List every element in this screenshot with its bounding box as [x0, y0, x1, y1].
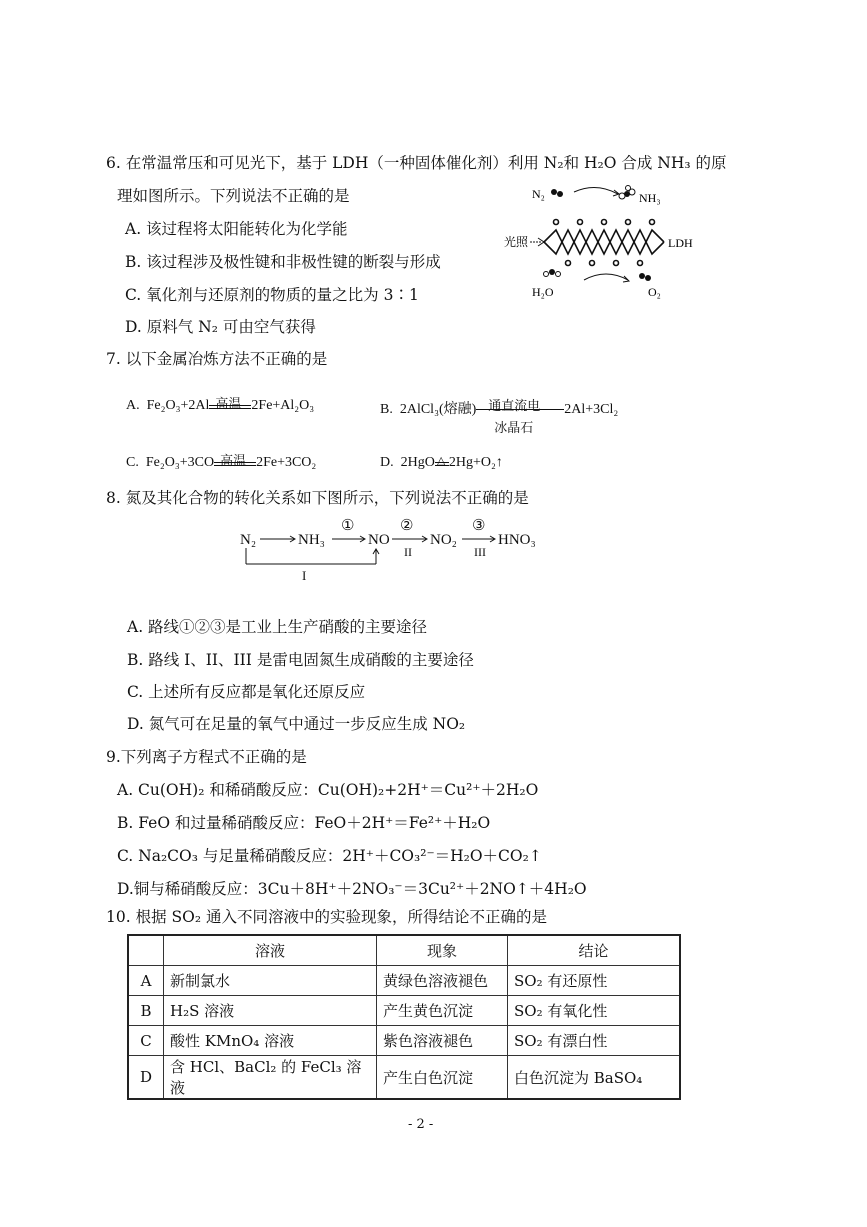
fig-ldh-label: LDH: [668, 236, 693, 250]
row-solution: 新制氯水: [164, 966, 377, 996]
diag-n2: N₂: [240, 532, 257, 548]
header-cell-solution: 溶液: [164, 935, 377, 966]
row-phenomenon: 黄绿色溶液褪色: [377, 966, 508, 996]
ldh-diagram: [496, 180, 721, 305]
q7-d-reactants: 2HgO: [400, 455, 435, 470]
q7-option-a: [126, 398, 314, 414]
q7-c-condition: 高温: [220, 453, 247, 468]
fig-n2-label: N₂: [532, 187, 545, 201]
page-number: - 2 -: [408, 1117, 434, 1132]
q6-option-c: C. 氧化剂与还原剂的物质的量之比为 3∶1: [125, 286, 419, 304]
nitrogen-cycle-diagram: [236, 514, 556, 588]
row-label: B: [128, 996, 164, 1026]
q7-option-d: [380, 455, 503, 471]
q9-option-d: D.铜与稀硝酸反应：3Cu＋8H⁺＋2NO₃⁻＝3Cu²⁺＋2NO↑＋4H₂O: [117, 880, 587, 898]
q9-stem: 9.下列离子方程式不正确的是: [106, 748, 307, 766]
q9-option-c: C. Na₂CO₃ 与足量稀硝酸反应：2H⁺＋CO₃²⁻＝H₂O＋CO₂↑: [117, 847, 542, 865]
diag-step3: ③: [472, 518, 486, 534]
q6-stem-line1: 6. 在常温常压和可见光下，基于 LDH（一种固体催化剂）利用 N₂和 H₂O 合成 NH₃ 的原: [106, 154, 727, 172]
row-label: C: [128, 1026, 164, 1056]
q7-option-c: [126, 455, 316, 471]
q7-b-products: 2Al+3Cl₂: [564, 402, 619, 417]
q8-option-d: D. 氮气可在足量的氧气中通过一步反应生成 NO₂: [127, 715, 466, 733]
q7-stem: 7. 以下金属冶炼方法不正确的是: [106, 350, 328, 368]
diag-step1: ①: [341, 518, 355, 534]
row-conclusion: SO₂ 有还原性: [508, 966, 681, 996]
diag-step2: ②: [400, 518, 414, 534]
q7-a-products: 2Fe+Al₂O₃: [251, 398, 315, 413]
row-phenomenon: 紫色溶液褪色: [377, 1026, 508, 1056]
q7-a-label: A.: [126, 398, 140, 413]
q10-stem: 10. 根据 SO₂ 通入不同溶液中的实验现象，所得结论不正确的是: [106, 908, 547, 926]
q6-option-d: D. 原料气 N₂ 可由空气获得: [125, 318, 316, 336]
n2-molecule-icon: [551, 189, 563, 197]
q7-d-products: 2Hg+O₂↑: [448, 455, 503, 470]
table-row: [128, 1056, 680, 1100]
q7-b-label: B.: [380, 402, 393, 417]
q6-option-a: A. 该过程将太阳能转化为化学能: [125, 220, 348, 238]
row-conclusion: 白色沉淀为 BaSO₄: [508, 1056, 681, 1100]
row-conclusion: SO₂ 有氧化性: [508, 996, 681, 1026]
row-phenomenon: 产生白色沉淀: [377, 1056, 508, 1100]
row-conclusion: SO₂ 有漂白性: [508, 1026, 681, 1056]
q7-d-condition: △: [436, 455, 446, 467]
q7-option-b: [380, 398, 619, 435]
q10-table: [127, 934, 681, 1100]
q8-option-b: B. 路线 I、II、III 是雷电固氮生成硝酸的主要途径: [127, 651, 474, 669]
q6-option-b: B. 该过程涉及极性键和非极性键的断裂与形成: [125, 253, 441, 271]
diag-route3: III: [474, 545, 486, 559]
q9-option-a: A. Cu(OH)₂ 和稀硝酸反应：Cu(OH)₂+2H⁺＝Cu²⁺＋2H₂O: [117, 781, 539, 799]
row-solution: H₂S 溶液: [164, 996, 377, 1026]
q7-c-reactants: Fe₂O₃+3CO: [145, 455, 215, 470]
row-phenomenon: 产生黄色沉淀: [377, 996, 508, 1026]
diag-route1: I: [302, 568, 307, 583]
h2o-molecule-icon: [544, 269, 561, 277]
fig-light-label: 光照: [504, 235, 529, 249]
nh3-molecule-icon: [619, 186, 635, 200]
q7-b-reactants: 2AlCl₃(熔融): [399, 402, 477, 417]
diag-hno3: HNO₃: [498, 532, 536, 548]
q8-option-a: A. 路线①②③是工业上生产硝酸的主要途径: [127, 618, 428, 636]
diag-no: NO: [368, 532, 390, 548]
header-cell-phenomenon: 现象: [377, 935, 508, 966]
fig-h2o-label: H₂O: [532, 285, 554, 299]
q8-option-c: C. 上述所有反应都是氧化还原反应: [127, 683, 366, 701]
row-label: A: [128, 966, 164, 996]
header-cell-conclusion: 结论: [508, 935, 681, 966]
table-row: [128, 1026, 680, 1056]
o2-molecule-icon: [639, 273, 651, 281]
row-label: D: [128, 1056, 164, 1100]
q7-a-reactants: Fe₂O₃+2Al: [146, 398, 210, 413]
diag-nh3: NH₃: [298, 532, 325, 548]
row-solution: 含 HCl、BaCl₂ 的 FeCl₃ 溶液: [164, 1056, 377, 1100]
q9-option-b: B. FeO 和过量稀硝酸反应：FeO＋2H⁺＝Fe²⁺＋H₂O: [117, 814, 491, 832]
fig-nh3-label: NH₃: [639, 191, 661, 205]
q7-c-products: 2Fe+3CO₂: [256, 455, 317, 470]
q6-stem-line2: 理如图所示。下列说法不正确的是: [117, 187, 350, 205]
q7-a-condition: 高温: [215, 396, 242, 411]
table-header-row: [128, 935, 680, 966]
q7-c-label: C.: [126, 455, 139, 470]
q7-b-condition-top: 通直流电: [488, 398, 541, 413]
q7-d-label: D.: [380, 455, 394, 470]
diag-route2: II: [404, 545, 412, 559]
table-row: [128, 966, 680, 996]
q7-b-condition-bottom: 冰晶石: [494, 420, 534, 435]
fig-o2-label: O₂: [648, 285, 661, 299]
diag-no2: NO₂: [430, 532, 457, 548]
table-row: [128, 996, 680, 1026]
row-solution: 酸性 KMnO₄ 溶液: [164, 1026, 377, 1056]
ldh-chain-icon: [544, 220, 664, 266]
q8-stem: 8. 氮及其化合物的转化关系如下图所示，下列说法不正确的是: [106, 489, 529, 507]
header-cell-index: [128, 935, 164, 966]
